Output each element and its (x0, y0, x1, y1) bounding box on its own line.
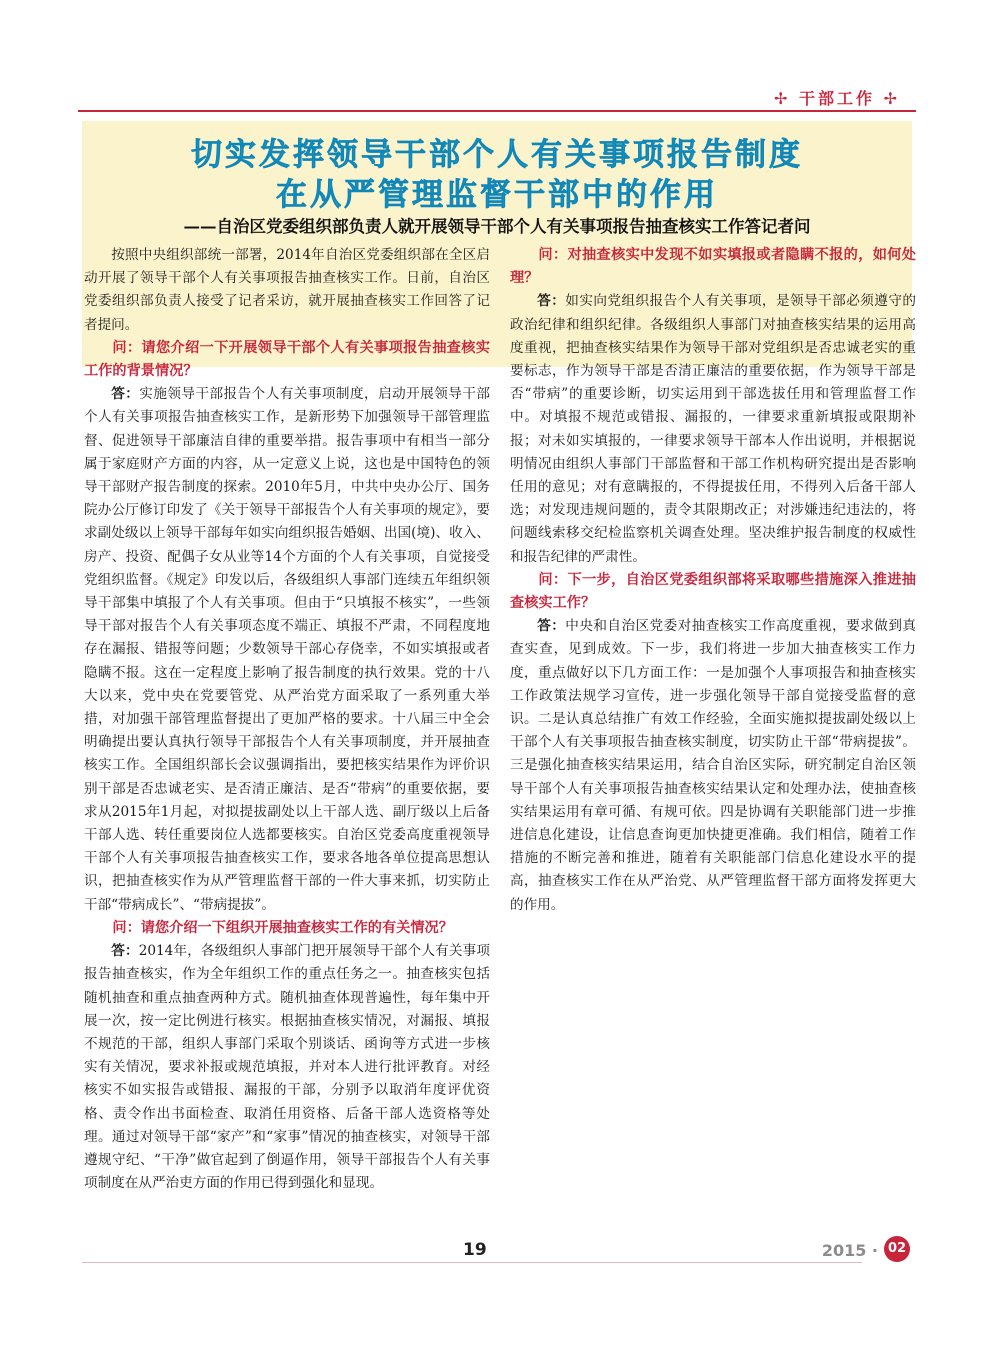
article-title-line2: 在从严管理监督干部中的作用 (276, 177, 718, 213)
right-column (510, 244, 916, 917)
article-title-line1: 切实发挥领导干部个人有关事项报告制度 (191, 137, 803, 173)
question-1: 问：请您介绍一下开展领导干部个人有关事项报告抽查核实工作的背景情况？ (84, 339, 490, 380)
answer-3-text: 如实向党组织报告个人有关事项，是领导干部必须遵守的政治纪律和组织纪律。各级组织人事部门对抽查核实结果的运用高度重视，把抽查核实结果作为领导干部对党组织是否忠诚老实的重要标志，作为领导干部是否清正廉洁的重要依据，作为领导干部是否“带病”的重要诊断，切实运用到干部选拔任用和管理监督工作中。对填报不规范或错报、漏报的，一律要求重新填报或限期补报；对未如实填报的，一律要求领导干部本人作出说明，并根据说明情况由组织人事部门干部监督和干部工作机构研究提出是否影响任用的意见；对有意瞒报的，不得提拔任用，不得列入后备干部人选；对发现违规问题的，责令其限期改正；对涉嫌违纪违法的，将问题线索移交纪检监察机关调查处理。坚决维护报告制度的权威性和报告纪律的严肃性。 (510, 293, 916, 565)
question-2: 问：请您介绍一下组织开展抽查核实工作的有关情况？ (112, 919, 453, 936)
issue-year: 2015 · (821, 1241, 878, 1260)
answer-label: 答： (537, 293, 566, 310)
question-3: 问：对抽查核实中发现不如实填报或者隐瞒不报的，如何处理？ (510, 247, 916, 287)
answer-2-text: 2014年，各级组织人事部门把开展领导干部个人有关事项报告抽查核实，作为全年组织工作的重点任务之一。抽查核实包括随机抽查和重点抽查两种方式。随机抽查体现普遍性，每年集中开展一次，按一定比例进行核实。根据抽查核实情况，对漏报、填报不规范的干部，组织人事部门采取个别谈话、函询等方式进一步核实有关情况，要求补报或规范填报，并对本人进行批评教育。对经核实不如实报告或错报、漏报的干部，分别予以取消年度评优资格、责令作出书面检查、取消任用资格、后备干部人选资格等处理。通过对领导干部“家产”和“家事”情况的抽查核实，对领导干部遵规守纪、“干净”做官起到了倒逼作用，领导干部报告个人有关事项制度在从严治吏方面的作用已得到强化和显现。 (84, 943, 491, 1192)
intro-paragraph: 按照中央组织部统一部署，2014年自治区党委组织部在全区启动开展了领导干部个人有关事项报告抽查核实工作。日前，自治区党委组织部负责人接受了记者采访，就开展抽查核实工作回答了记者提问。 (84, 247, 490, 333)
header-rule (78, 110, 916, 112)
article-subtitle: ——自治区党委组织部负责人就开展领导干部个人有关事项报告抽查核实工作答记者问 (183, 217, 811, 236)
answer-3 (510, 290, 916, 568)
answer-1 (84, 383, 490, 917)
page-number: 19 (463, 1240, 487, 1260)
answer-4-text: 中央和自治区党委对抽查核实工作高度重视，要求做到真查实查，见到成效。下一步，我们将进一步加大抽查核实工作力度，重点做好以下几方面工作：一是加强个人事项报告和抽查核实工作政策法规学习宣传，进一步强化领导干部自觉接受监督的意识。二是认真总结推广有效工作经验，全面实施拟提拔副处级以上干部个人有关事项报告抽查核实制度，切实防止干部“带病提拔”。三是强化抽查核实结果运用，结合自治区实际，研究制定自治区领导干部个人有关事项报告抽查核实结果认定和处理办法，使抽查核实结果运用有章可循、有规可依。四是协调有关职能部门进一步推进信息化建设，让信息查询更加快捷更准确。我们相信，随着工作措施的不断完善和推进，随着有关职能部门信息化建设水平的提高，抽查核实工作在从严治党、从严管理监督干部方面将发挥更大的作用。 (510, 618, 916, 913)
answer-label: 答： (111, 943, 139, 960)
answer-label: 答： (111, 386, 140, 403)
answer-1-text: 实施领导干部报告个人有关事项制度，启动开展领导干部个人有关事项报告抽查核实工作，是新形势下加强领导干部管理监督、促进领导干部廉洁自律的重要举措。报告事项中有相当一部分属于家庭财产方面的内容，从一定意义上说，这也是中国特色的领导干部财产报告制度的探索。2010年5月，中共中央办公厅、国务院办公厅修订印发了《关于领导干部报告个人有关事项的规定》，要求副处级以上领导干部每年如实向组织报告婚姻、出国(境)、收入、房产、投资、配偶子女从业等14个方面的个人有关事项，自觉接受党组织监督。《规定》印发以后，各级组织人事部门连续五年组织领导干部集中填报了个人有关事项。但由于“只填报不核实”，一些领导干部对报告个人有关事项态度不端正、填报不严肃，不同程度地存在漏报、错报等问题；少数领导干部心存侥幸，不如实填报或者隐瞒不报。这在一定程度上影响了报告制度的执行效果。党的十八大以来，党中央在党要管党、从严治党方面采取了一系列重大举措，对加强干部管理监督提出了更加严格的要求。十八届三中全会明确提出要认真执行领导干部报告个人有关事项制度，并开展抽查核实工作。全国组织部长会议强调指出，要把核实结果作为评价识别干部是否忠诚老实、是否清正廉洁、是否“带病”的重要依据，要求从2015年1月起，对拟提拔副处以上干部人选、副厅级以上后备干部人选、转任重要岗位人选都要核实。自治区党委高度重视领导干部个人有关事项报告抽查核实工作，要求各地各单位提高思想认识，把抽查核实作为从严管理监督干部的一件大事来抓，切实防止干部“带病成长”、“带病提拔”。 (84, 386, 490, 913)
left-column (84, 244, 490, 1195)
question-4: 问：下一步，自治区党委组织部将采取哪些措施深入推进抽查核实工作？ (510, 571, 916, 612)
answer-4 (510, 615, 916, 917)
answer-label: 答： (537, 618, 566, 635)
section-label: ✢ 干部工作 ✢ (764, 86, 900, 109)
footer-rule (82, 1262, 862, 1263)
answer-2 (84, 940, 490, 1195)
issue-badge: 02 (884, 1236, 910, 1262)
